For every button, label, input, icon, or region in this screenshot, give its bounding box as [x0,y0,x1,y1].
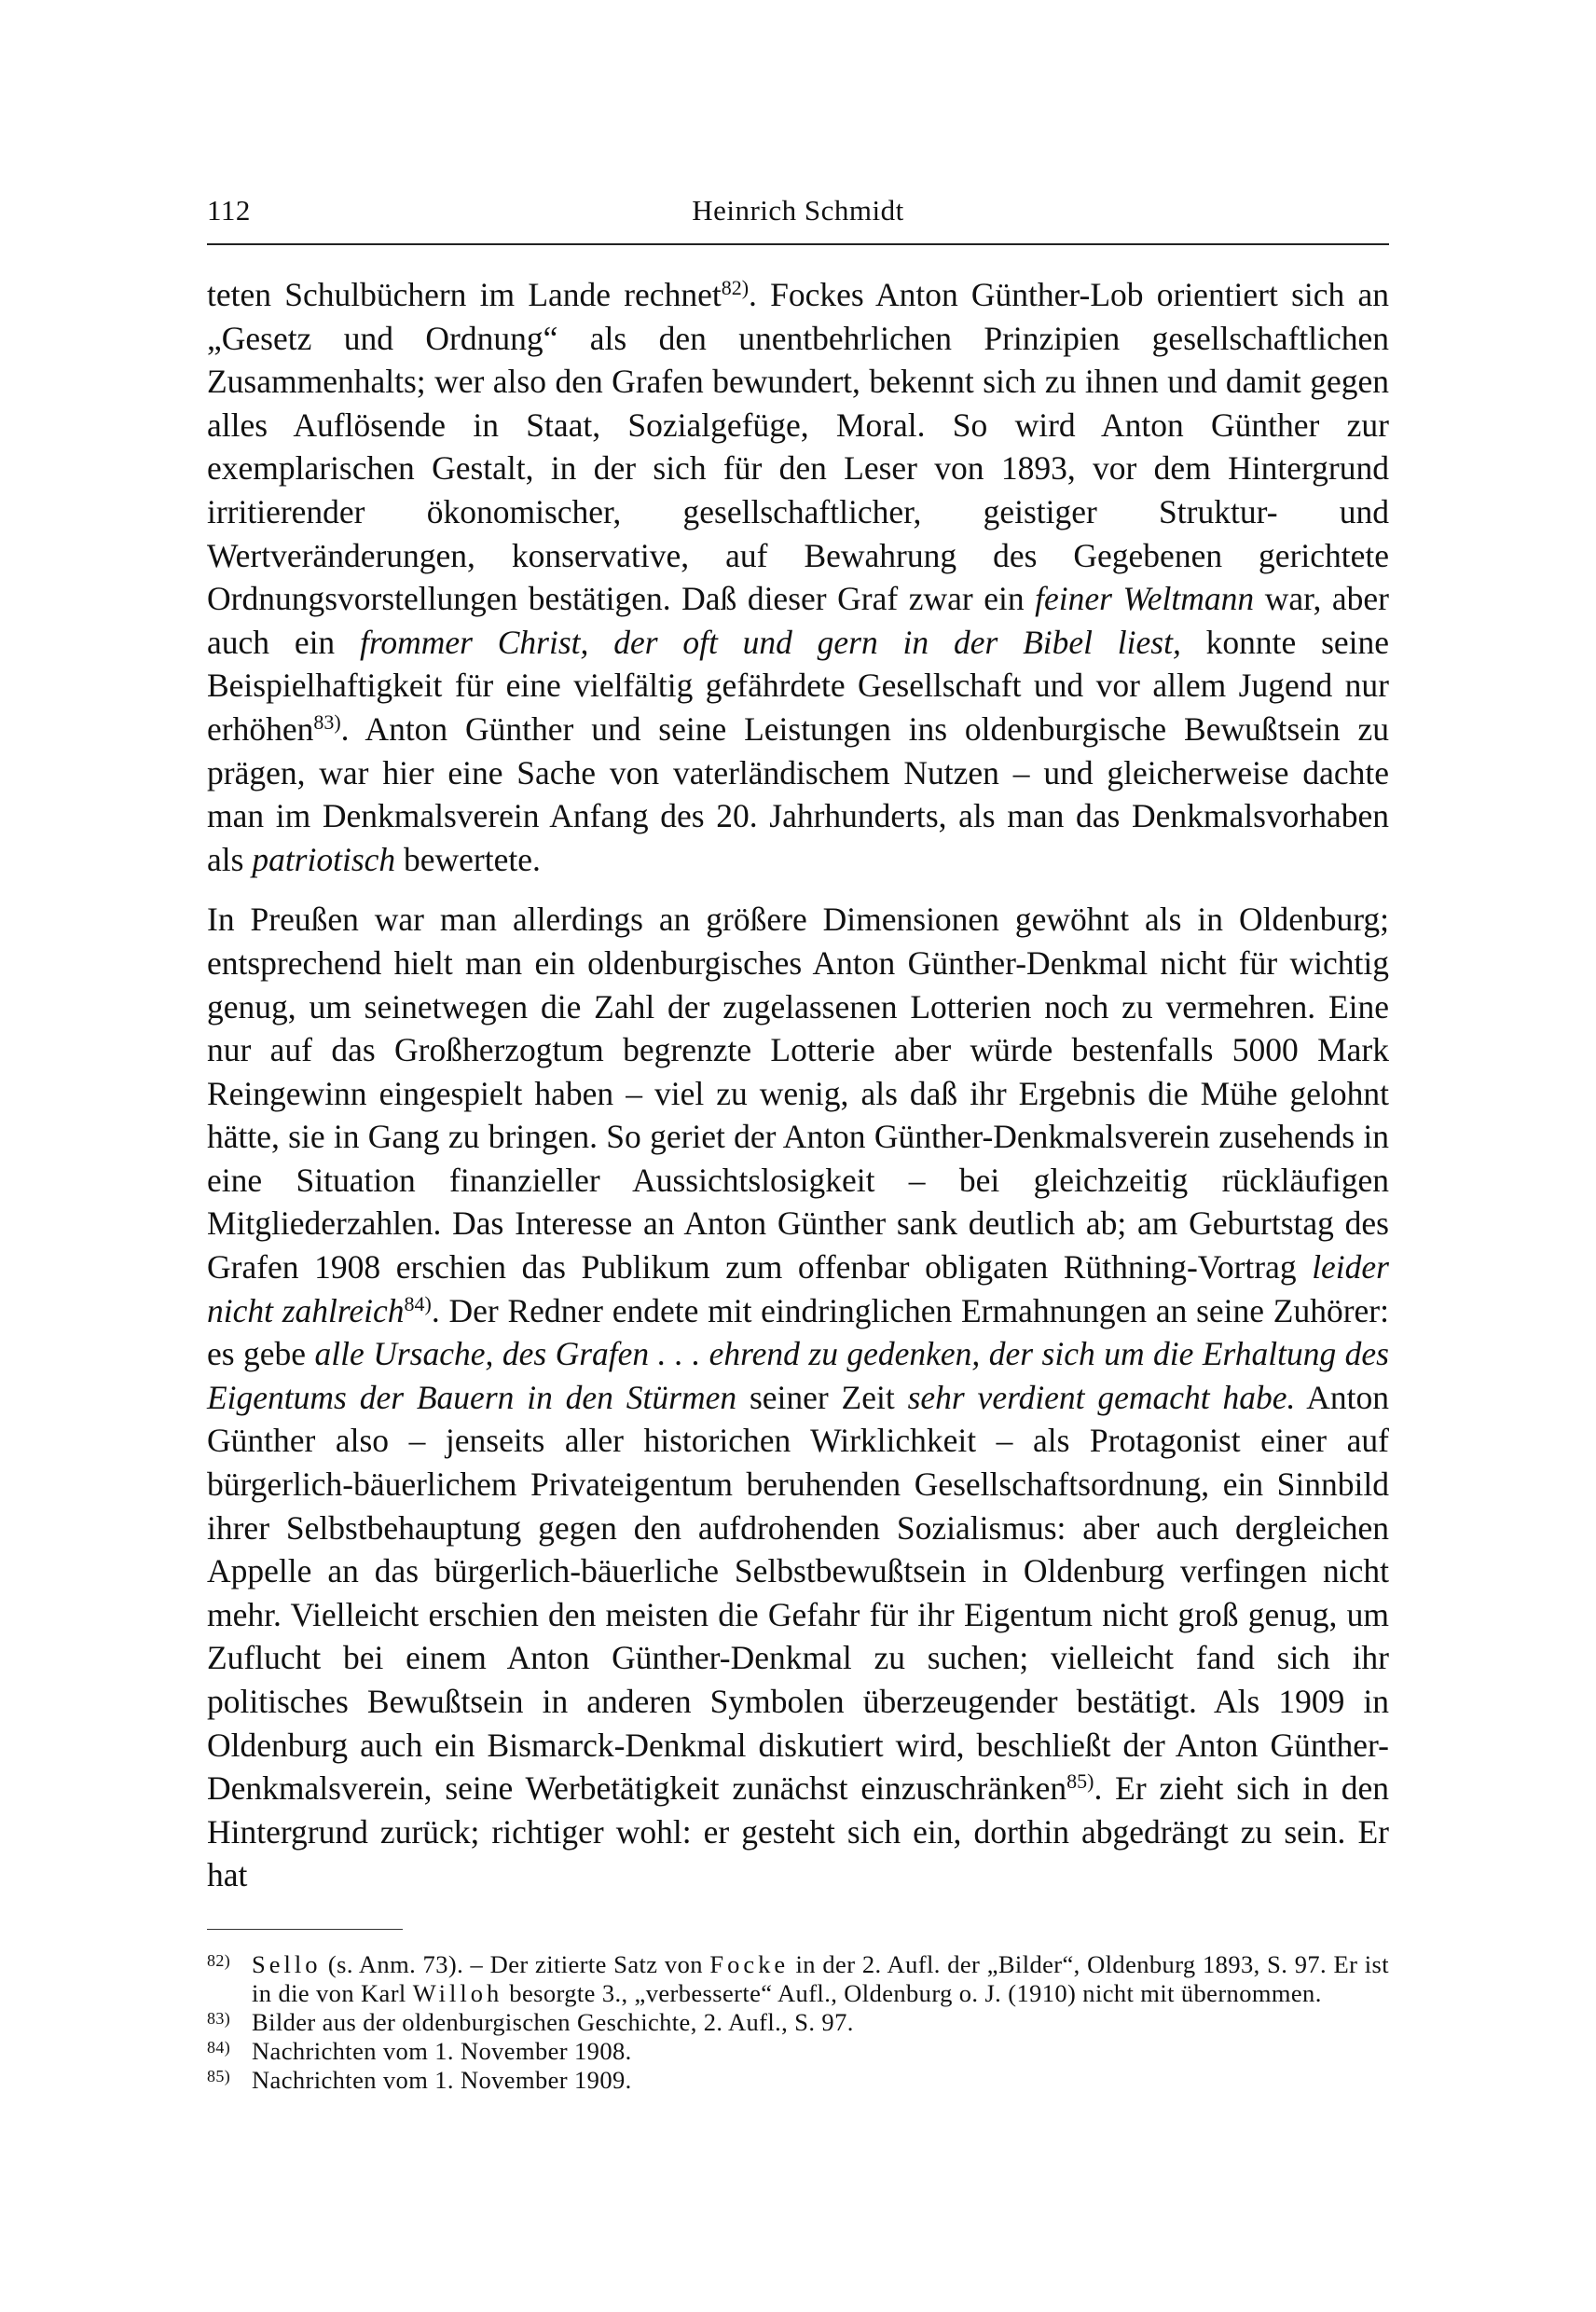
text-run: in der 2. Aufl. der „Bilder“, Oldenburg 1893, S. 97. Er ist in die von Karl [252,1949,1389,2007]
italic-quote: frommer Christ, der oft und gern in der Bibel liest, [360,623,1181,661]
page-number: 112 [207,194,251,227]
text-run: (s. Anm. 73). – Der zitierte Satz von [321,1949,710,1978]
italic-quote: alle Ursache, des Grafen . . . ehrend zu gedenken, der sich um die Erhaltung des Eigentums der Bauern in den Stürmen [207,1335,1389,1416]
text-run: In Preußen war man allerdings an größere Dimensionen gewöhnt als in Oldenburg; entsprechend hielt man ein oldenburgisches Anton Günther-Denkmal nicht für wichtig genug, um seinetwegen die Zahl der zugelassenen Lotterien noch zu vermehren. Eine nur auf das Großherzogtum begrenzte Lotterie aber würde bestenfalls 5000 Mark Reingewinn eingespielt haben – viel zu wenig, als daß ihr Ergebnis die Mühe gelohnt hätte, sie in Gang zu bringen. So geriet der Anton Günther-Denkmalsverein zusehends in eine Situation finanzieller Aussichtslosigkeit – bei gleichzeitig rückläufigen Mitgliederzahlen. Das Interesse an Anton Günther sank deutlich ab; am Geburtstag des Grafen 1908 erschien das Publikum zum offenbar obligaten Rüthning-Vortrag [207,901,1389,1287]
author-name: Focke [709,1949,790,1978]
page-header [207,191,1389,230]
footnote-text: Nachrichten vom 1. November 1909. [252,2065,632,2094]
text-run: konnte seine Beispielhaftigkeit für eine vielfältig gefährdete Gesellschaft und vor allem Jugend nur erhöhen [207,623,1390,748]
footnote-number: 85) [207,2066,231,2085]
footnote-text: Nachrichten vom 1. November 1908. [252,2036,632,2065]
footnote-ref-84: 84) [404,1291,432,1315]
footnote-ref-82: 82) [721,276,750,299]
italic-quote: leider nicht zahlreich [207,1248,1389,1329]
text-run: bewertete. [395,840,541,878]
italic-quote: patriotisch [252,840,396,878]
footnote-ref-85: 85) [1066,1769,1094,1794]
running-title: Heinrich Schmidt [692,194,904,227]
footnote-ref-83: 83) [313,709,341,734]
footnote-83 [207,2008,1389,2037]
text-run: Anton Günther also – jenseits aller historichen Wirklichkeit – als Protagonist einer auf bürgerlich-bäuerlichem Privateigentum beruhenden Gesellschaftsordnung, ein Sinnbild ihrer Selbstbehauptung gegen den aufdrohenden Sozialismus: aber auch dergleichen Appelle an das bürgerlich-bäuerliche Selbstbewußtsein in Oldenburg verfingen nicht mehr. Vielleicht erschien den meisten die Gefahr für ihr Eigentum nicht groß genug, um Zuflucht bei einem Anton Günther-Denkmal zu suchen; vielleicht fand sich ihr politisches Bewußtsein in anderen Symbolen überzeugender bestätigt. Als 1909 in Oldenburg auch ein Bismarck-Denkmal diskutiert wird, beschließt der Anton Günther-Denkmalsverein, seine Werbetätigkeit zunächst einzuschränken [207,1378,1390,1808]
footnote-text: Bilder aus der oldenburgischen Geschichte, 2. Aufl., S. 97. [252,2007,854,2036]
footnote-number: 84) [207,2037,231,2057]
body-text [207,273,1389,1897]
italic-quote: feiner Weltmann [1035,580,1255,618]
footnote-85 [207,2066,1389,2095]
footnote-text [252,1950,1389,2008]
author-name: Willoh [412,1978,503,2007]
text-run: . Anton Günther und seine Leistungen ins oldenburgische Bewußtsein zu prägen, war hier eine Sache von vaterländischem Nutzen – und gleicherweise dachte man im Denkmalsverein Anfang des 20. Jahrhunderts, als man das Denkmalsvorhaben als [207,709,1389,878]
header-rule [207,243,1389,245]
footnotes [207,1950,1389,2095]
text-run: teten Schulbüchern im Lande rechnet [207,276,722,313]
footnote-rule [207,1929,403,1930]
paragraph-2 [207,898,1389,1897]
text-run: besorgte 3., „verbesserte“ Aufl., Oldenburg o. J. (1910) nicht mit übernommen. [502,1978,1322,2007]
footnote-number: 83) [207,2008,231,2028]
text-run: . Der Redner endete mit eindringlichen Ermahnungen an seine Zuhörer: es gebe [207,1291,1389,1373]
author-name: Sello [252,1949,322,1978]
italic-quote: sehr verdient gemacht habe. [907,1378,1296,1416]
footnote-84 [207,2037,1389,2066]
text-run: . Er zieht sich in den Hintergrund zurück; richtiger wohl: er gesteht sich ein, dorthin abgedrängt zu sein. Er hat [207,1769,1389,1894]
text-run: war, aber auch ein [207,580,1389,661]
text-run: . Fockes Anton Günther-Lob orientiert sich an „Gesetz und Ordnung“ als den unentbehrlichen Prinzipien gesellschaftlichen Zusammenhalts; wer also den Grafen bewundert, bekennt sich zu ihnen und damit gegen alles Auflösende in Staat, Sozialgefüge, Moral. So wird Anton Günther zur exemplarischen Gestalt, in der sich für den Leser von 1893, vor dem Hintergrund irritierender ökonomischer, gesellschaftlicher, geistiger Struktur- und Wertveränderungen, konservative, auf Bewahrung des Gegebenen gerichtete Ordnungsvorstellungen bestätigen. Daß dieser Graf zwar ein [207,276,1389,618]
footnote-number: 82) [207,1950,231,1970]
page [207,191,1389,2095]
footnote-82 [207,1950,1389,2008]
text-run: seiner Zeit [736,1378,908,1416]
paragraph-1 [207,273,1389,881]
